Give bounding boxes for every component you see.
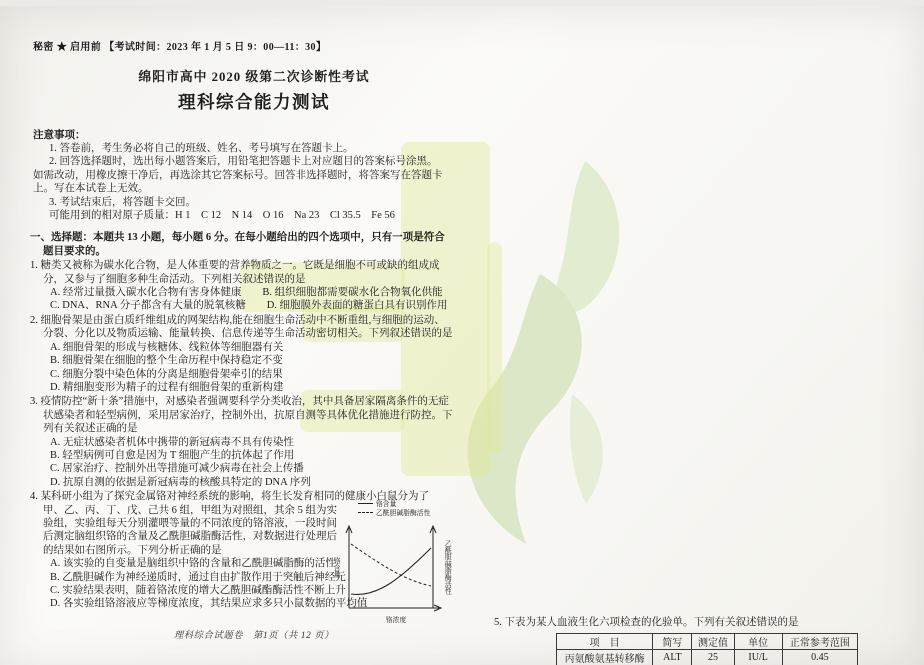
text-line: 甲、乙、丙、丁、戊、己共 6 组，甲组为对照组，其余 5 组为实 xyxy=(43,504,337,516)
text-line: A. 细胞骨架的形成与核糖体、线粒体等细胞器有关 xyxy=(50,341,284,353)
x-axis-label: 铬浓度 xyxy=(385,617,407,625)
text-line: 列有关叙述正确的是 xyxy=(43,423,138,435)
right-axis xyxy=(430,526,436,608)
text-line: 可能用到的相对原子质量：H 1 C 12 N 14 O 16 Na 23 Cl 35.5 Fe 56 xyxy=(49,210,395,222)
chart-plot-wrap xyxy=(332,520,474,614)
y-axis-label-right: 乙酰胆碱脂酶活性 xyxy=(443,539,451,595)
page-2 xyxy=(494,616,914,665)
question-3 xyxy=(30,395,478,489)
text-line: 2. 细胞骨架是由蛋白质纤维组成的网架结构,能在细胞生命活动中不断重组,与细胞的运动、 xyxy=(30,314,445,326)
text-line: 4. 某科研小组为了探究金属铬对神经系统的影响，将生长发育相同的健康小白鼠分为了 xyxy=(30,491,429,503)
table-body xyxy=(557,650,858,665)
text-line: 一、选择题：本题共 13 小题，每小题 6 分。在每小题给出的四个选项中，只有一项是符合 xyxy=(30,232,445,244)
series-enzyme-activity xyxy=(351,544,431,586)
text-line: C. 实验结果表明，随着铬浓度的增大乙酰胆碱酯酶活性不断上升 xyxy=(50,585,346,596)
scan-highlight xyxy=(487,242,502,454)
table-cell: 单位 xyxy=(734,634,782,650)
text-line: 3. 疫情防控“新十条”措施中，对感染者强调要科学分类收治，其中具备居家隔离条件的无症 xyxy=(30,396,449,408)
chart-plot-area xyxy=(339,520,443,614)
text-line: D. 各实验组铬溶液应等梯度浓度，其结果应求多只小鼠数据的平均值 xyxy=(50,598,368,610)
table-cell: 正常参考范围 xyxy=(782,634,857,650)
notice-list xyxy=(33,142,478,222)
table-row xyxy=(557,650,858,665)
text-line: 3. 考试结束后，将答题卡交回。 xyxy=(49,196,196,208)
text-line: 1. 糖类又被称为碳水化合物，是人体重要的营养物质之一。它既是细胞不可或缺的组成成 xyxy=(30,260,440,272)
question-1 xyxy=(30,259,478,313)
text-line: C. DNA、RNA 分子都含有大量的脱氧核糖 D. 细胞膜外表面的糖蛋白具有识别作用 xyxy=(50,300,448,312)
watermark-leaf-top xyxy=(556,161,619,313)
section-heading xyxy=(30,231,478,258)
text-line: 分裂、分化以及物质运输、能量转换、信息传递等生命活动密切相关。下列叙述错误的是 xyxy=(43,328,453,340)
text-line: B. 乙酰胆碱作为神经递质时，通过自由扩散作用于突触后神经元 xyxy=(50,571,346,583)
table-cell: 25 xyxy=(692,650,734,665)
text-line: C. 细胞分裂中染色体的分离是细胞骨架牵引的结果 xyxy=(50,368,283,380)
text-line: 分，又参与了细胞多种生命活动。下列相关叙述错误的是 xyxy=(43,273,306,285)
table-cell: 0.45 xyxy=(782,650,857,665)
page-1 xyxy=(30,38,478,641)
q4-line-chart xyxy=(332,500,474,627)
table-cell: 项 目 xyxy=(557,634,653,650)
text-line: B. 细胞骨架在细胞的整个生命历程中保持稳定不变 xyxy=(50,355,283,367)
chart-legend-row xyxy=(332,500,474,509)
text-line: 的结果如右图所示。下列分析正确的是 xyxy=(43,544,222,556)
question-5 xyxy=(494,616,914,629)
text-line: 上。写在本试卷上无效。 xyxy=(33,183,149,195)
x-axis xyxy=(349,605,441,611)
text-line: A. 该实验的自变量是脑组织中铬的含量和乙酰胆碱脂酶的活性 xyxy=(50,558,336,570)
exam-title: 绵阳市高中 2020 级第二次诊断性考试 xyxy=(138,70,370,84)
table-cell: 简写 xyxy=(653,634,692,650)
page-footer: 理科综合试题卷 第1页（共 12 页） xyxy=(173,631,335,641)
exam-subtitle: 理科综合能力测试 xyxy=(178,92,330,112)
text-line: C. 居家治疗、控制外出等措施可减少病毒在社会上传播 xyxy=(50,463,304,475)
legend-solid-line-icon xyxy=(358,503,373,505)
lab-report-table xyxy=(556,633,858,665)
text-line: 题目要求的。 xyxy=(43,245,106,257)
text-line: 状感染者和轻型病例，采用居家治疗，控制外出，抗原自测等具体优化措施进行防控。下 xyxy=(43,409,453,421)
watermark-leaf-small xyxy=(570,394,603,504)
text-line: A. 经常过量摄入碳水化合物有害身体健康 B. 组织细胞都需要碳水化合物氧化供能 xyxy=(50,287,443,299)
scanned-exam-sheet xyxy=(0,6,924,665)
legend-label: 铬含量 xyxy=(376,501,397,509)
text-line: 如需改动，用橡皮擦干净后，再选涂其它答案标号。回答非选择题时，将答案写在答题卡 xyxy=(33,169,443,181)
text-line: 2. 回答选择题时，选出每小题答案后，用铅笔把答题卡上对应题目的答案标号涂黑。 xyxy=(49,156,438,168)
question-2 xyxy=(30,314,478,394)
text-line: D. 抗原自测的依据是新冠病毒的核酸具特定的 DNA 序列 xyxy=(50,476,311,488)
legend-dashed-line-icon xyxy=(358,512,373,514)
legend-label: 乙酰胆碱脂酶活性 xyxy=(376,510,431,518)
text-line: 5. 下表为某人血液生化六项检查的化验单。下列有关叙述错误的是 xyxy=(494,616,799,628)
question-4 xyxy=(30,490,478,625)
text-line: B. 轻型病例可自愈是因为 T 细胞产生的抗体起了作用 xyxy=(50,449,295,461)
table-cell: 测定值 xyxy=(692,634,734,650)
text-line: D. 精细胞变形为精子的过程有细胞骨架的重新构建 xyxy=(50,381,284,393)
table-cell: ALT xyxy=(653,650,692,665)
table-cell: IU/L xyxy=(734,650,782,665)
left-axis xyxy=(346,526,352,608)
text-line: A. 无症状感染者机体中携带的新冠病毒不具有传染性 xyxy=(50,436,294,448)
text-line: 验组，实验组每天分别灌喂等量的不同浓度的铬溶液，一段时间 xyxy=(43,517,337,529)
text-line: 后测定脑组织铬的含量及乙酰胆碱脂酶活性，对数据进行处理后 xyxy=(43,531,337,543)
table-header-row xyxy=(557,634,858,650)
confidential-header: 秘密 ★ 启用前 【考试时间：2023 年 1 月 5 日 9：00—11：30】 xyxy=(33,42,327,53)
table-cell: 丙氨酸氨基转移酶 xyxy=(557,650,653,665)
chart-legend-row xyxy=(332,509,474,518)
series-chromium-content xyxy=(351,548,431,595)
notice-heading: 注意事项： xyxy=(33,130,86,141)
text-line: 1. 答卷前，考生务必将自己的班级、姓名、考号填写在答题卡上。 xyxy=(49,143,354,154)
y-axis-label-left: 铬含量 xyxy=(332,556,340,578)
